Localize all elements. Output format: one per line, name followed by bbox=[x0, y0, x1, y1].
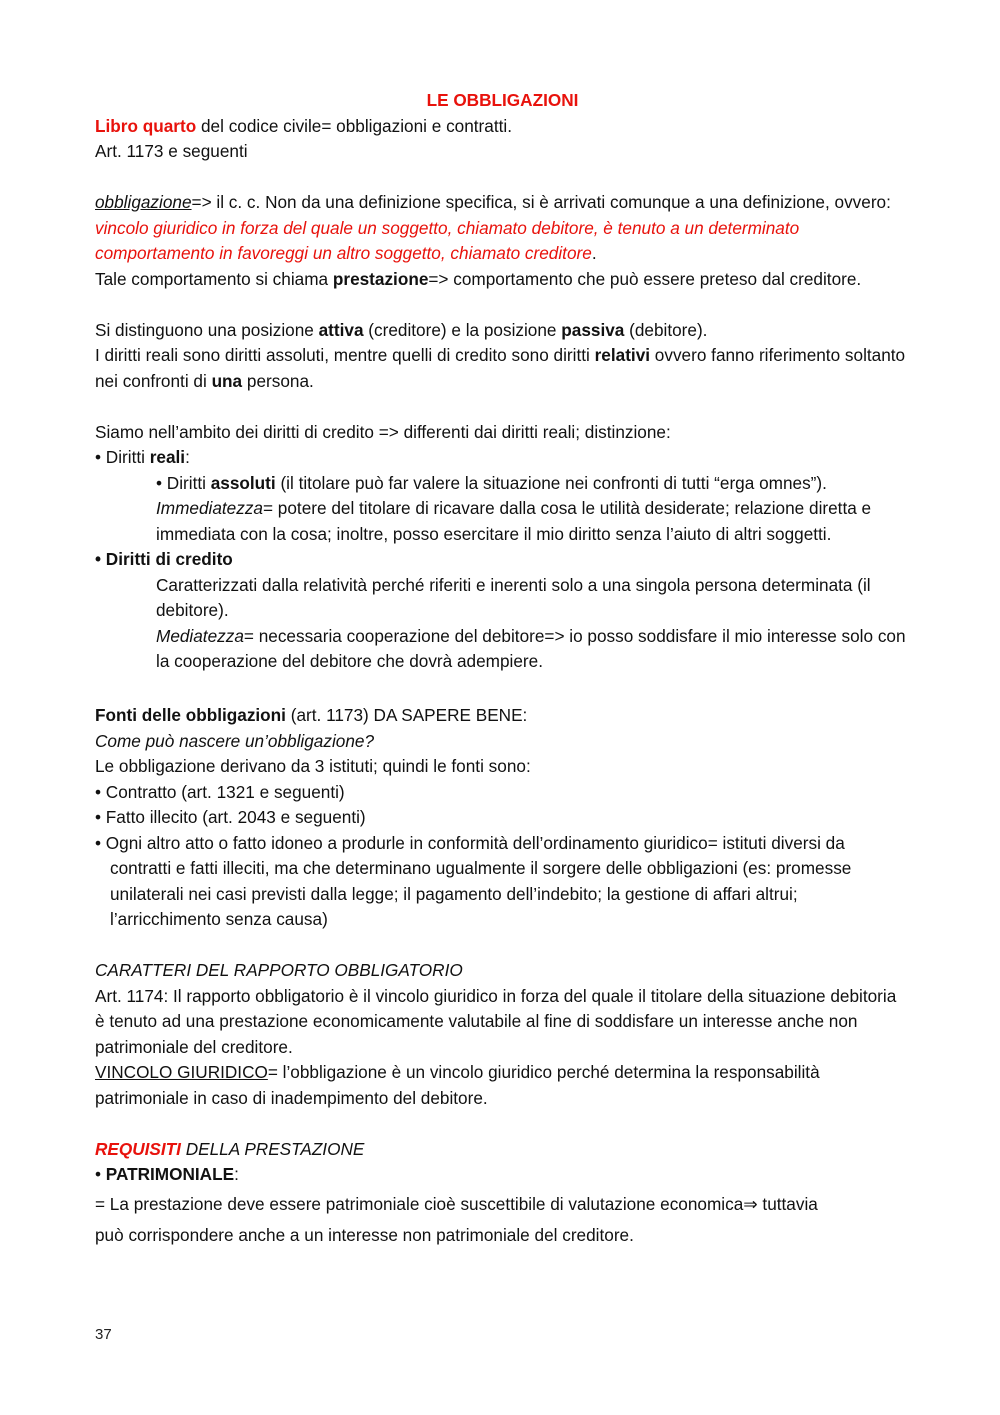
reali-bold: reali bbox=[149, 447, 186, 467]
fonti-intro: Le obbligazione derivano da 3 istituti; quindi le fonti sono: bbox=[95, 756, 531, 776]
mediatezza-paragraph bbox=[95, 624, 910, 675]
vincolo-text: = l’obbligazione è un vincolo giuridico perché determina la responsabilità patrimoniale in caso di inadempimento del debitore. bbox=[95, 1062, 820, 1108]
patr-pre: • bbox=[95, 1164, 106, 1184]
caratterizzati-paragraph: Caratterizzati dalla relatività perché riferiti e inerenti solo a una singola persona determinata (il debitore). bbox=[156, 574, 871, 620]
pos-t5: ovvero fanno riferimento soltanto nei confronti di bbox=[95, 345, 906, 391]
fonti-bold: Fonti delle obbligazioni bbox=[95, 705, 286, 725]
fonti-question: Come può nascere un’obbligazione? bbox=[95, 730, 375, 751]
med-term: Mediatezza bbox=[156, 625, 244, 646]
pos-t2: (creditore) e la posizione bbox=[363, 319, 562, 340]
page-number: 37 bbox=[95, 1326, 112, 1343]
credito-item: • Diritti di credito bbox=[95, 549, 233, 569]
definition-end: . bbox=[591, 243, 597, 263]
immediatezza-paragraph bbox=[95, 496, 910, 547]
pos-t1: Si distinguono una posizione bbox=[95, 319, 319, 340]
caratteri-heading: CARATTERI DEL RAPPORTO OBBLIGATORIO bbox=[95, 960, 463, 980]
definition-term: obbligazione bbox=[95, 192, 192, 212]
pos-t4: I diritti reali sono diritti assoluti, mentre quelli di credito sono diritti bbox=[95, 345, 595, 365]
fonti-item: • Fatto illecito (art. 2043 e seguenti) bbox=[95, 807, 366, 827]
imm-term: Immediatezza bbox=[156, 498, 263, 518]
patrimoniale-line2: può corrispondere anche a un interesse non patrimoniale del creditore. bbox=[95, 1225, 634, 1245]
prest-bold: prestazione bbox=[332, 268, 429, 289]
ass-pre: • Diritti bbox=[156, 472, 211, 493]
requisiti-rest: DELLA PRESTAZIONE bbox=[180, 1138, 365, 1159]
med-text: = necessaria cooperazione del debitore=> io posso soddisfare il mio interesse solo con la cooperazione del debitore che dovrà adempiere. bbox=[156, 625, 906, 671]
art-line: Art. 1173 e seguenti bbox=[95, 141, 248, 161]
requisiti-heading bbox=[95, 1137, 910, 1163]
pos-passiva: passiva bbox=[561, 319, 625, 340]
pos-una: una bbox=[211, 370, 243, 391]
page-content bbox=[95, 88, 910, 1249]
definition-paragraph bbox=[95, 190, 910, 267]
diritti-paragraph bbox=[95, 343, 910, 394]
vincolo-paragraph bbox=[95, 1060, 910, 1111]
imm-text: = potere del titolare di ricavare dalla cosa le utilità desiderate; relazione diretta e immediata con la cosa; inoltre, posso esercitare il mio diritto senza l’aiuto di altri soggetti. bbox=[156, 498, 872, 544]
ass-post: (il titolare può far valere la situazione nei confronti di tutti “erga omnes”). bbox=[275, 472, 827, 493]
fonti-heading bbox=[95, 703, 910, 729]
ass-bold: assoluti bbox=[210, 472, 276, 493]
definition-text: => il c. c. Non da una definizione specifica, si è arrivati comunque a una definizione, ovvero: bbox=[191, 192, 891, 212]
libro-text: del codice civile= obbligazioni e contratti. bbox=[196, 115, 512, 136]
positions-line bbox=[95, 318, 910, 344]
libro-label: Libro quarto bbox=[95, 115, 197, 136]
fonti-item: • Contratto (art. 1321 e seguenti) bbox=[95, 781, 345, 802]
fonti-rest: (art. 1173) DA SAPERE BENE: bbox=[285, 705, 528, 725]
prest-text2: => comportamento che può essere preteso dal creditore. bbox=[428, 268, 862, 289]
vincolo-term: VINCOLO GIURIDICO bbox=[95, 1062, 268, 1082]
prestazione-paragraph bbox=[95, 267, 910, 293]
reali-post: : bbox=[185, 447, 190, 467]
pos-relativi: relativi bbox=[594, 345, 651, 365]
pos-t6: persona. bbox=[242, 370, 314, 391]
ambito-intro: Siamo nell’ambito dei diritti di credito => differenti dai diritti reali; distinzione: bbox=[95, 421, 671, 442]
reali-pre: • Diritti bbox=[95, 447, 150, 467]
art1174-paragraph: Art. 1174: Il rapporto obbligatorio è il vincolo giuridico in forza del quale il titolare della situazione debitoria è tenuto ad una prestazione economicamente valutabile al fine di soddisfare un interesse anche non patrimoniale del creditore. bbox=[95, 985, 897, 1057]
patr-post: : bbox=[234, 1164, 239, 1184]
libro-line bbox=[95, 114, 910, 140]
patrimoniale-line1: = La prestazione deve essere patrimoniale cioè suscettibile di valutazione economica⇒ tuttavia bbox=[95, 1193, 818, 1214]
fonti-item: • Ogni altro atto o fatto idoneo a produrle in conformità dell’ordinamento giuridico= istituti diversi da contratti e fatti illeciti, ma che determinano ugualmente il sorgere delle obbligazioni (es: promesse unilaterali nei casi previsti dalla legge; il pagamento dell’indebito; la gestione di affari altrui; l’arricchimento senza causa) bbox=[95, 832, 852, 929]
reali-item bbox=[95, 445, 910, 471]
pos-attiva: attiva bbox=[318, 319, 364, 340]
requisiti-red: REQUISITI bbox=[95, 1138, 181, 1159]
definition-red: vincolo giuridico in forza del quale un soggetto, chiamato debitore, è tenuto a un determinato comportamento in favoreggi un altro soggetto, chiamato creditore bbox=[95, 217, 800, 263]
patr-bold: PATRIMONIALE bbox=[105, 1164, 235, 1184]
prest-text1: Tale comportamento si chiama bbox=[95, 268, 333, 289]
document-title: LE OBBLIGAZIONI bbox=[426, 90, 579, 110]
patrimoniale-item bbox=[95, 1162, 910, 1188]
assoluti-item bbox=[95, 471, 910, 497]
pos-t3: (debitore). bbox=[624, 319, 708, 340]
